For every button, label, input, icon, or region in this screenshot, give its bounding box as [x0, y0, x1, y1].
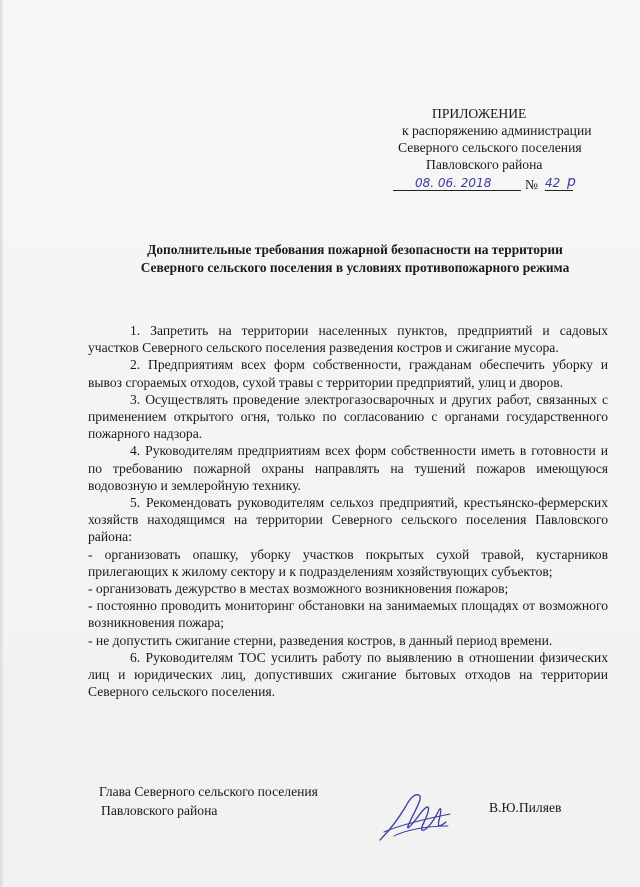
document-title [100, 241, 610, 277]
paragraph-1: 1. Запретить на территории населенных пунктов, предприятий и садовых участков Северного сельского поселения разведения костров и сжигание мусора. [88, 323, 608, 356]
appendix-settlement: Северного сельского поселения [398, 140, 582, 155]
order-number-suffix: р [567, 174, 576, 190]
list-item: - не допустить сжигание стерни, разведения костров, в данный период времени. [88, 632, 553, 648]
appendix-district: Павловского района [426, 157, 543, 172]
appendix-title: ПРИЛОЖЕНИЕ [432, 106, 527, 121]
appendix-header [398, 105, 638, 173]
paragraph-4: 4. Руководителям предприятиям всех форм собственности иметь в готовности и по требованию пожарной охраны направлять на тушений пожаров имеющуюся водовозную и землеройную технику. [88, 443, 608, 493]
document-body [88, 322, 608, 700]
number-underline [545, 190, 573, 191]
paragraph-2: 2. Предприятиям всех форм собственности, гражданам обеспечить уборку и вывоз сгораемых отходов, сухой травы с территории предприятий, улиц и дворов. [88, 357, 608, 390]
list-item: - постоянно проводить мониторинг обстановки на занимаемых площадях от возможного возникновения пожара; [88, 598, 608, 631]
title-line-1: Дополнительные требования пожарной безопасности на территории [147, 242, 563, 257]
order-date: 08. 06. 2018 [415, 176, 492, 190]
signer-position-line-1: Глава Северного сельского поселения [99, 784, 318, 799]
signer-name: В.Ю.Пиляев [489, 800, 562, 815]
paragraph-3: 3. Осуществлять проведение электрогазосварочных и других работ, связанных с применением открытого огня, только по согласованию с органами государственного пожарного надзора. [88, 391, 608, 442]
number-sign: № [525, 177, 538, 192]
date-underline [393, 190, 521, 191]
list-item: - организовать дежурство в местах возможного возникновения пожаров; [88, 581, 509, 597]
page-edge-shadow [0, 0, 4, 887]
order-date-number [393, 176, 613, 198]
title-line-2: Северного сельского поселения в условиях противопожарного режима [140, 260, 570, 275]
appendix-ref: к распоряжению администрации [402, 123, 592, 138]
paragraph-6: 6. Руководителям ТОС усилить работу по выявлению в отношении физических лиц и юридических лиц, допустивших сжигание бытовых отходов на территории Северного сельского поселения. [88, 649, 608, 700]
handwritten-signature [376, 786, 456, 846]
paragraph-5: 5. Рекомендовать руководителям сельхоз предприятий, крестьянско-фермерских хозяйств находящимся на территории Северного сельского поселения Павловского района: [88, 495, 608, 545]
order-number: 42 [545, 176, 561, 190]
list-item: - организовать опашку, уборку участков покрытых сухой травой, кустарников прилегающих к жилому сектору и к подразделениям хозяйствующих субъектов; [88, 546, 608, 579]
signer-position-line-2: Павловского района [101, 803, 218, 818]
